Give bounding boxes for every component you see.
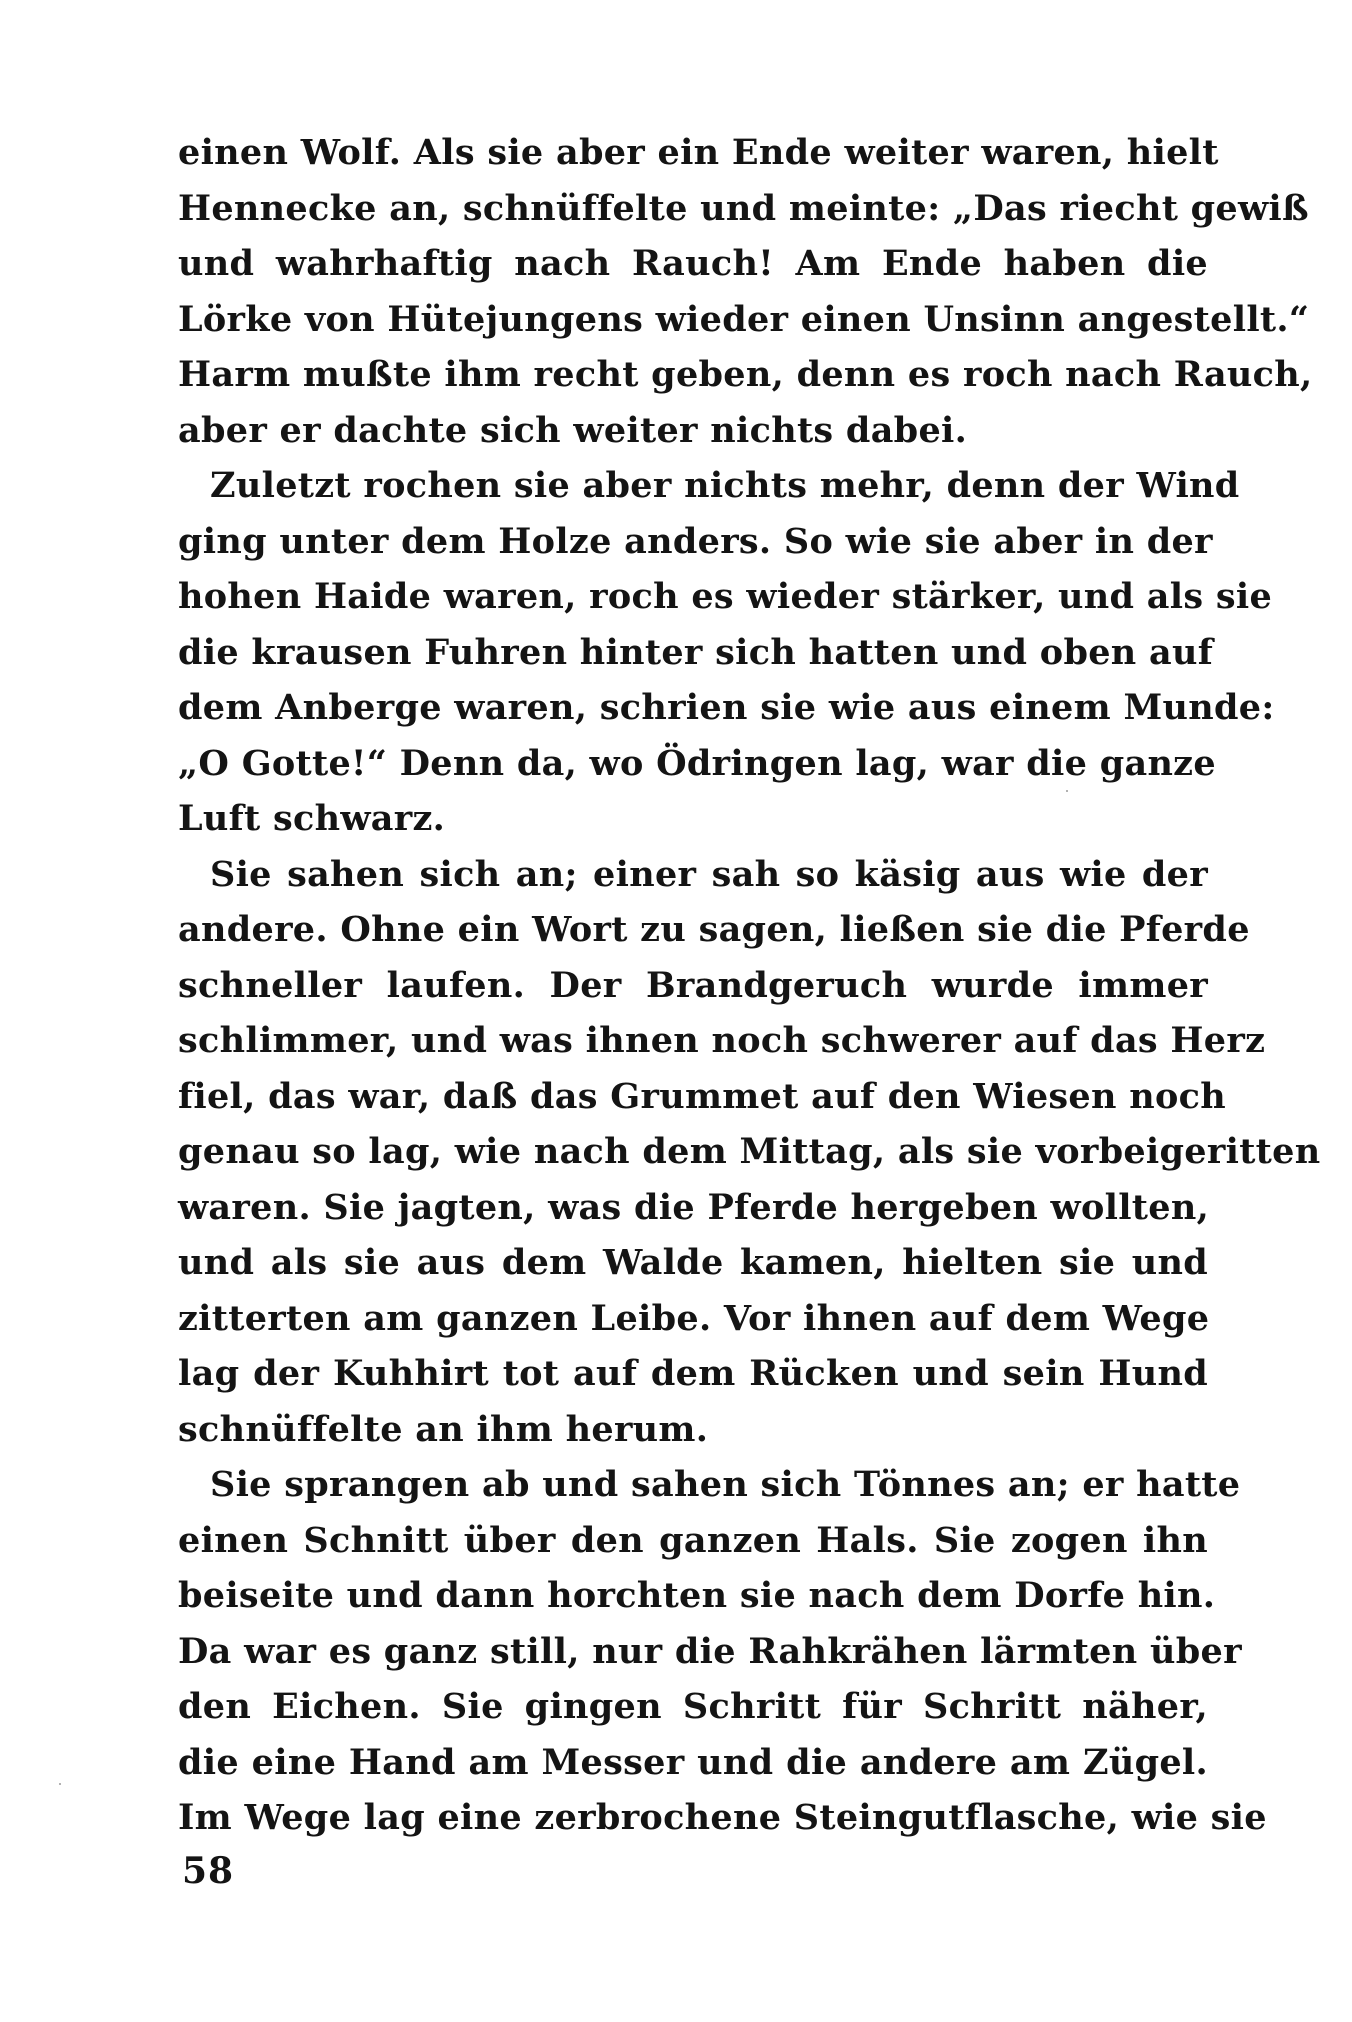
text-line: und als sie aus dem Walde kamen, hielten sie und [178, 1242, 1208, 1283]
text-line: zitterten am ganzen Leibe. Vor ihnen auf dem Wege [178, 1297, 1210, 1339]
text-line: andere. Ohne ein Wort zu sagen, ließen sie die Pferde [178, 909, 1250, 950]
text-line: Harm mußte ihm recht geben, denn es roch nach Rauch, [178, 354, 1313, 395]
paper-speck [59, 1783, 61, 1785]
text-line: Sie sprangen ab und sahen sich Tönnes an; er hatte [210, 1464, 1241, 1505]
text-line: schneller laufen. Der Brandgeruch wurde immer [178, 964, 1208, 1006]
text-line: genau so lag, wie nach dem Mittag, als sie vorbeigeritten [178, 1131, 1321, 1172]
text-line: fiel, das war, daß das Grummet auf den Wiesen noch [178, 1075, 1226, 1117]
text-line: Hennecke an, schnüffelte und meinte: „Das riecht gewiß [178, 187, 1309, 229]
text-line: und wahrhaftig nach Rauch! Am Ende haben die [178, 243, 1208, 284]
text-line: ging unter dem Holze anders. So wie sie aber in der [178, 520, 1213, 562]
text-line: schnüffelte an ihm herum. [178, 1408, 709, 1450]
text-line: Sie sahen sich an; einer sah so käsig aus wie der [210, 853, 1208, 895]
text-line: beiseite und dann horchten sie nach dem Dorfe hin. [178, 1575, 1216, 1616]
text-line: einen Schnitt über den ganzen Hals. Sie zogen ihn [178, 1519, 1208, 1561]
text-line: einen Wolf. Als sie aber ein Ende weiter waren, hielt [178, 132, 1219, 173]
text-line: Lörke von Hütejungens wieder einen Unsinn angestellt.“ [178, 298, 1310, 340]
text-line: Da war es ganz still, nur die Rahkrähen lärmten über [178, 1630, 1242, 1672]
text-line: Luft schwarz. [178, 798, 446, 839]
text-line: Im Wege lag eine zerbrochene Steingutflasche, wie sie [178, 1797, 1267, 1838]
text-line: schlimmer, und was ihnen noch schwerer auf das Herz [178, 1020, 1266, 1061]
body-text [178, 125, 1321, 1846]
text-line: den Eichen. Sie gingen Schritt für Schritt näher, [178, 1686, 1208, 1727]
text-line: dem Anberge waren, schrien sie wie aus einem Munde: [178, 687, 1275, 728]
text-line: die krausen Fuhren hinter sich hatten und oben auf [178, 631, 1214, 673]
paper-speck [1066, 790, 1068, 792]
text-line: „O Gotte!“ Denn da, wo Ödringen lag, war die ganze [178, 742, 1216, 784]
text-line: Zuletzt rochen sie aber nichts mehr, denn der Wind [210, 465, 1240, 506]
text-line: die eine Hand am Messer und die andere am Zügel. [178, 1741, 1208, 1783]
text-line: waren. Sie jagten, was die Pferde hergeben wollten, [178, 1186, 1210, 1228]
page-number: 58 [182, 1850, 235, 1892]
text-line: hohen Haide waren, roch es wieder stärker, und als sie [178, 576, 1273, 617]
text-line: lag der Kuhhirt tot auf dem Rücken und sein Hund [178, 1353, 1208, 1394]
text-line: aber er dachte sich weiter nichts dabei. [178, 409, 968, 451]
